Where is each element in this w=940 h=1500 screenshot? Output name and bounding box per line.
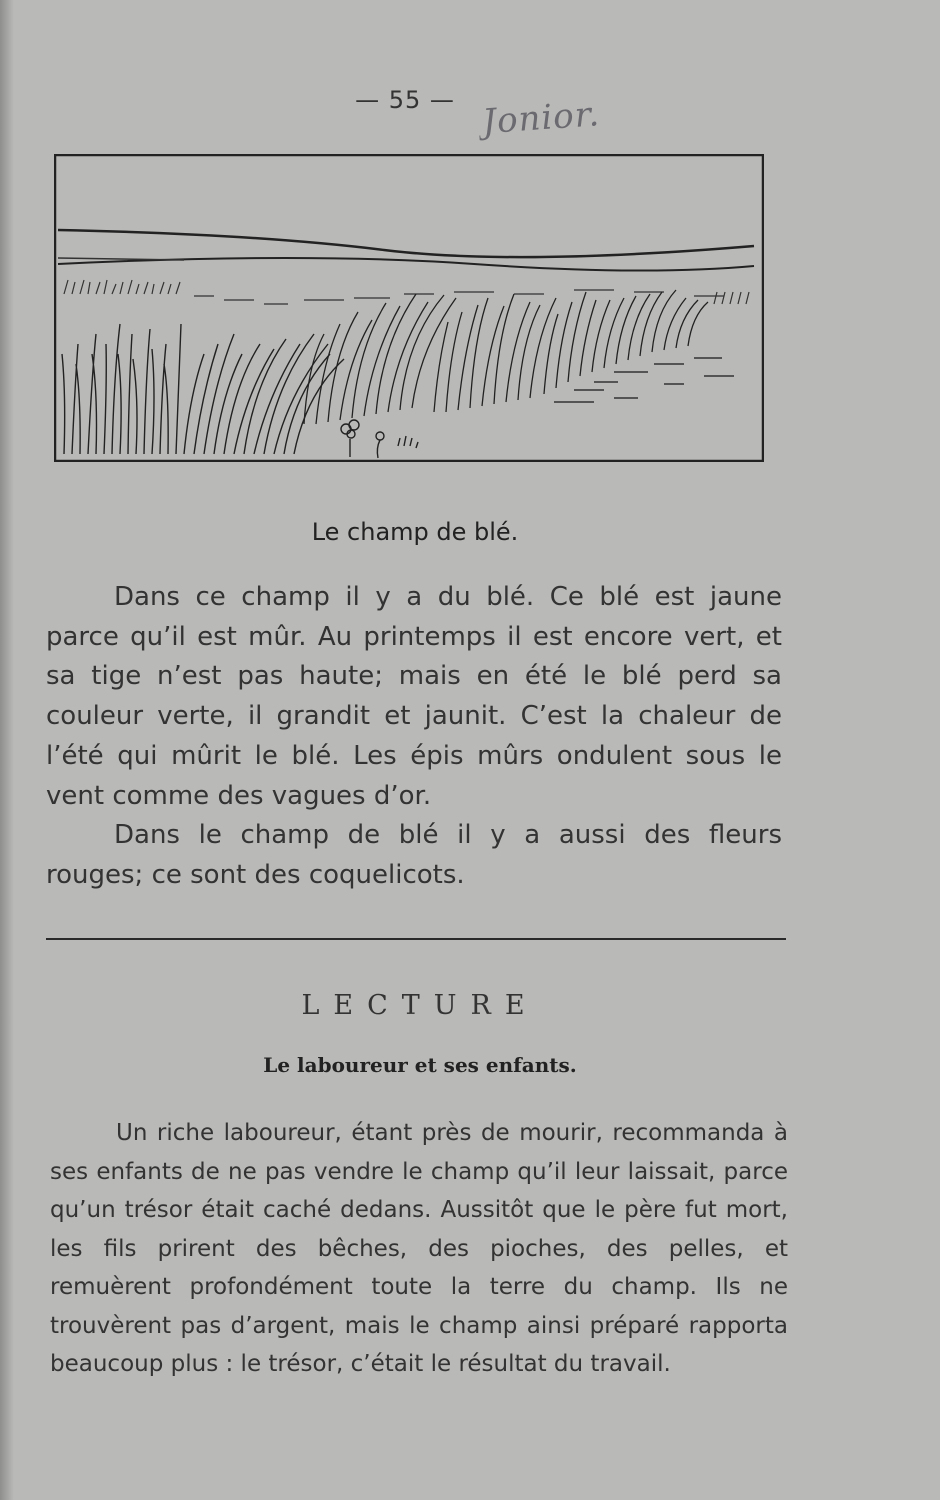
- poppy-flowers: [341, 420, 418, 458]
- reading-title: Le laboureur et ses enfants.: [263, 1053, 577, 1077]
- horizon-dash: [58, 258, 184, 260]
- lesson-paragraph: Dans le champ de blé il y a aussi des fleurs rouges; ce sont des coquelicots.: [46, 820, 782, 890]
- handwritten-margin-note: [476, 73, 640, 154]
- hill-line-back: [58, 230, 754, 257]
- reading-heading: LECTURE: [301, 990, 539, 1021]
- reading-paragraph: Un riche laboureur, étant près de mourir, recommanda à ses enfants de ne pas vendre le champ qu’il leur laissait, parce qu’un trésor était caché dedans. Aussitôt que le père fut mort, les fils prirent des bêches, des pioches, des pelles, et remuèrent profondément toute la terre du champ. Ils ne trouvèrent pas d’argent, mais le champ ainsi préparé rapporta beaucoup plus : le trésor, c’était le résultat du travail.: [50, 1120, 788, 1377]
- lesson-paragraph: Dans ce champ il y a du blé. Ce blé est jaune parce qu’il est mûr. Au printemps il est encore vert, et sa tige n’est pas haute; mais en été le blé perd sa couleur verte, il grandit et jaunit. C’est la chaleur de l’été qui mûrit le blé. Les épis mûrs ondulent sous le vent comme des vagues d’or.: [46, 582, 782, 811]
- reading-text: [50, 1114, 788, 1384]
- wheat-field-illustration: [54, 154, 764, 462]
- wheat-stalks-left: [62, 324, 344, 454]
- wheat-stalks-middle: [304, 290, 708, 424]
- margin-note-text: Jonior.: [481, 94, 602, 143]
- section-divider: [46, 938, 786, 940]
- page-edge: [0, 0, 14, 1500]
- page-number: — 55 —: [355, 86, 455, 114]
- lesson-title: Le champ de blé.: [311, 518, 519, 546]
- lesson-text: [46, 578, 782, 896]
